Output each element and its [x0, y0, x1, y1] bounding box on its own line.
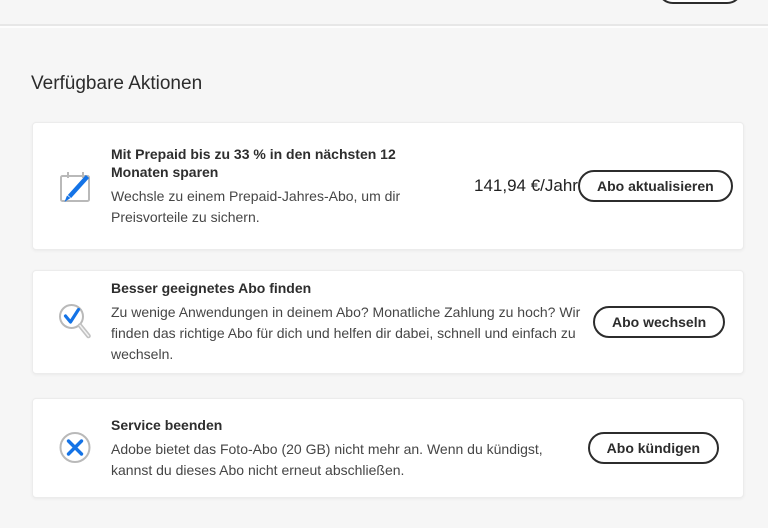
action-title: Service beenden [111, 416, 223, 433]
price-per-year: 141,94 €/Jahr [474, 176, 578, 195]
action-text-block [111, 279, 593, 365]
section-divider [0, 24, 768, 28]
action-card-cancel-service [32, 398, 744, 498]
action-description: Wechsle zu einem Prepaid-Jahres-Abo, um dir Preisvorteile zu sichern. [111, 187, 401, 225]
action-card-prepaid-savings [32, 122, 744, 250]
action-description: Zu wenige Anwendungen in deinem Abo? Monatliche Zahlung zu hoch? Wir finden das richtige Abo für dich und helfen dir dabei, schnell und einfach zu wechseln. [111, 304, 581, 362]
calendar-pencil-icon [57, 167, 95, 205]
switch-subscription-button[interactable]: Abo wechseln [593, 306, 725, 338]
action-description: Adobe bietet das Foto-Abo (20 GB) nicht mehr an. Wenn du kündigst, kannst du dieses Abo nicht erneut abschließen. [111, 440, 543, 478]
cancel-subscription-button[interactable]: Abo kündigen [588, 432, 719, 464]
page-title: Verfügbare Aktionen [31, 73, 203, 94]
action-text-block [111, 416, 581, 481]
magnifier-check-icon [57, 303, 95, 341]
action-title: Besser geeignetes Abo finden [111, 280, 312, 296]
partial-pill-button[interactable] [657, 0, 743, 4]
action-text-block [111, 145, 456, 228]
action-title: Mit Prepaid bis zu 33 % in den nächsten 12 Monaten sparen [111, 145, 396, 180]
circle-x-icon [57, 429, 95, 467]
update-subscription-button[interactable]: Abo aktualisieren [578, 170, 733, 202]
action-card-switch-plan [32, 270, 744, 374]
